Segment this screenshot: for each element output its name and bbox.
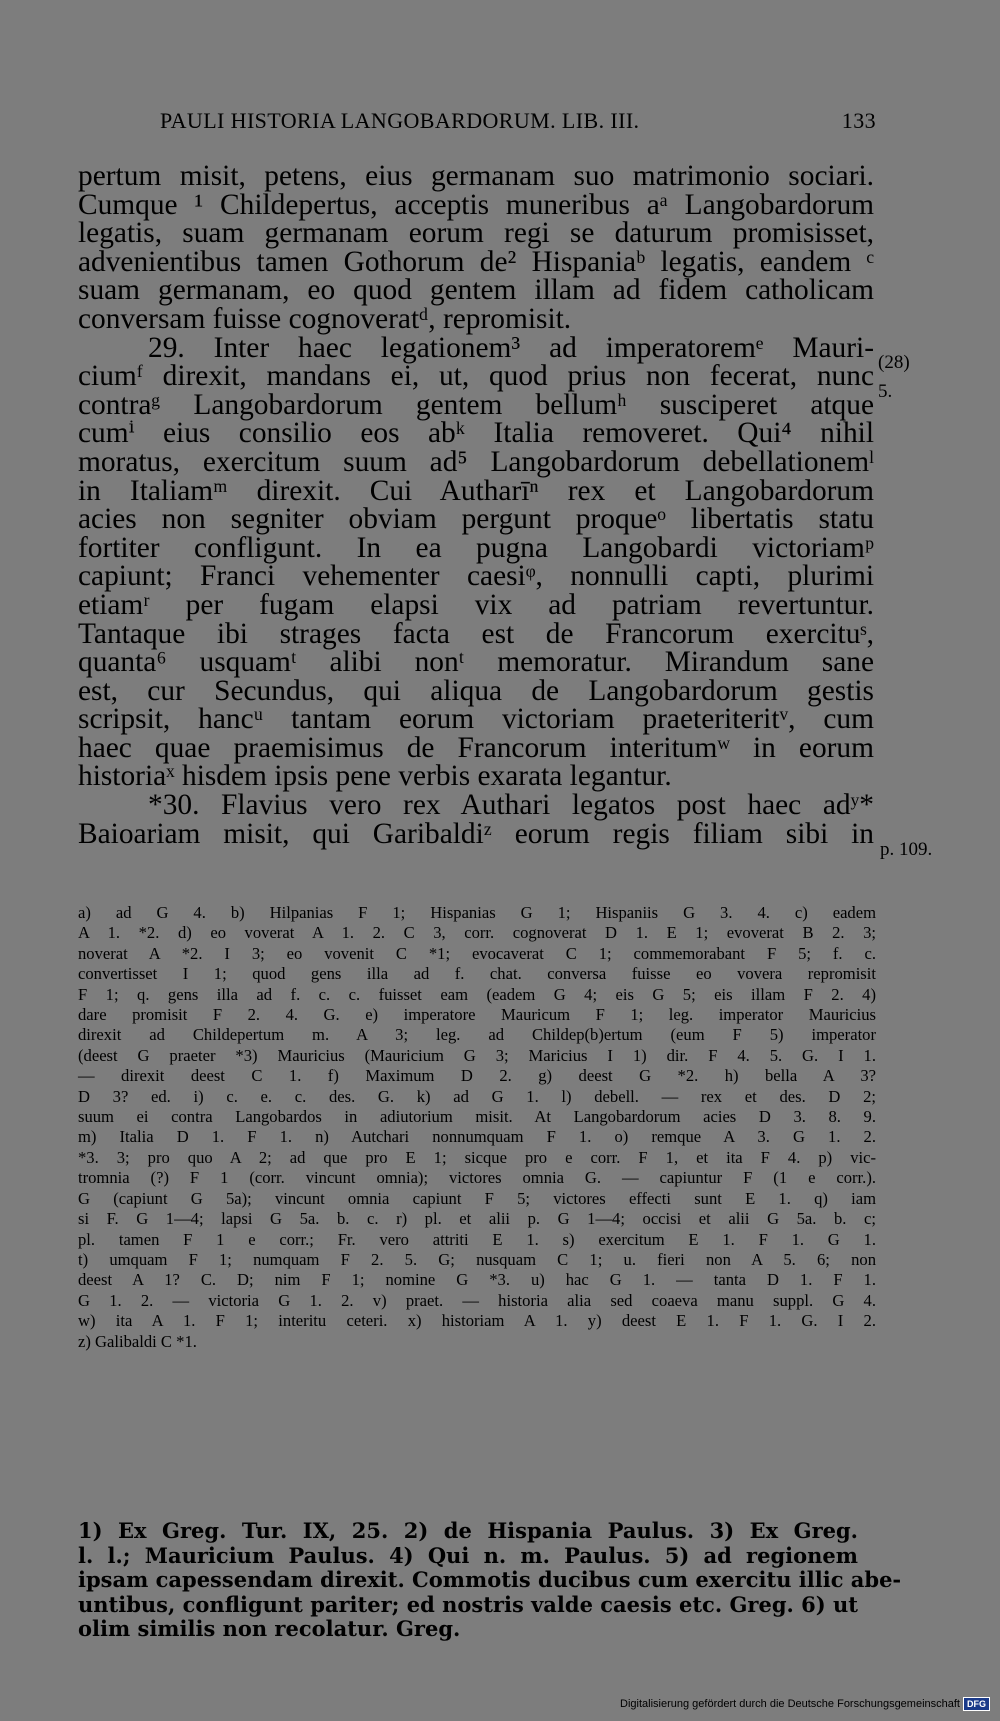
text-line: conversam fuisse cognoveratᵈ, repromisit. [78,302,572,335]
text-line: 29. Inter haec legationem³ ad imperatoremᵉ Mauri- [148,331,874,364]
text-line: in Italiamᵐ direxit. Cui Autharīⁿ rex et Langobardorum [78,474,874,507]
footnote-line: w) ita A 1. F 1; interitu ceteri. x) historiam A 1. y) deest E 1. F 1. G. I 2. [78,1311,876,1331]
footnote-line: a) ad G 4. b) Hilpanias F 1; Hispanias G 1; Hispaniis G 3. 4. c) eadem [78,903,876,922]
source-line: ipsam capessendam direxit. Commotis ducibus cum exercitu illic abe- [78,1567,902,1593]
text-line: capiunt; Franci vehementer caesiᵠ, nonnulli capti, plurimi [78,560,874,593]
critical-apparatus [78,903,876,1352]
text-line: Baioariam misit, qui Garibaldiᶻ eorum regis filiam sibi in [78,817,874,850]
text-line: quanta⁶ usquamᵗ alibi nonᵗ memoratur. Mirandum sane [78,646,874,679]
text-line: *30. Flavius vero rex Authari legatos post haec adʸ* [148,789,874,822]
footnote-line: G (capiunt G 5a); vincunt omnia capiunt F 5; victores effecti sunt E 1. q) iam [78,1188,876,1208]
margin-chapter-ref: (28) [878,352,910,373]
text-line: advenientibus tamen Gothorum de² Hispaniaᵇ legatis, eandem ᶜ [78,245,874,278]
margin-page-ref: p. 109. [880,839,933,860]
footnote-line: m) Italia D 1. F 1. n) Autchari nonnumquam F 1. o) remque A 3. G 1. 2. [78,1127,876,1147]
footnote-line: direxit ad Childepertum m. A 3; leg. ad Childep(b)ertum (eum F 5) imperator [78,1025,876,1045]
text-line: legatis, suam germanam eorum regi se daturum promisisset, [78,217,874,250]
page-number: 133 [841,108,876,133]
source-line: olim similis non recolatur. Greg. [78,1616,461,1642]
text-line: pertum misit, petens, eius germanam suo matrimonio sociari. [78,160,874,192]
footnote-line: pl. tamen F 1 e corr.; Fr. vero attriti E 1. s) exercitum E 1. F 1. G 1. [78,1229,876,1249]
footnote-line: noverat A *2. I 3; eo vovenit C *1; evocaverat C 1; commemorabant F 5; f. c. [78,943,876,963]
footnote-line: suum ei contra Langobardos in adiutorium misit. At Langobardorum acies D 3. 8. 9. [78,1107,876,1127]
text-line: suam germanam, eo quod gentem illam ad fidem catholicam [78,274,874,307]
footnote-line: F 1; q. gens illa ad f. c. c. fuisset eam (eadem G 4; eis G 5; eis illam F 2. 4) [78,984,876,1004]
footnote-line: *3. 3; pro quo A 2; ad que pro E 1; sicque pro e corr. F 1, et ita F 4. p) vic- [78,1147,876,1167]
text-line: scripsit, hancᵘ tantam eorum victoriam praeteriteritᵛ, cum [78,703,874,736]
running-title: PAULI HISTORIA LANGOBARDORUM. LIB. III. [160,108,640,133]
margin-line-ref: 5. [878,381,893,402]
main-text [78,162,874,848]
footnote-line: si F. G 1—4; lapsi G 5a. b. c. r) pl. et alii p. G 1—4; occisi et alii G 5a. b. c; [78,1209,876,1229]
text-line: historiaˣ hisdem ipsis pene verbis exarata legantur. [78,760,672,793]
text-line: ciumᶠ direxit, mandans ei, ut, quod prius non fecerat, nunc [78,360,874,393]
text-line: contraᵍ Langobardorum gentem bellumʰ susciperet atque [78,388,874,421]
dfg-logo-icon: DFG [963,1697,990,1711]
text-line: Cumque ¹ Childepertus, acceptis muneribus aᵃ Langobardorum [78,188,874,221]
text-line: haec quae praemisimus de Francorum interitumʷ in eorum [78,731,874,764]
footnote-line: dare promisit F 2. 4. G. e) imperatore Mauricum F 1; leg. imperator Mauricius [78,1005,876,1025]
text-line: etiamʳ per fugam elapsi vix ad patriam revertuntur. [78,588,874,621]
text-line: Tantaque ibi strages facta est de Francorum exercituˢ, [78,617,874,650]
text-line: moratus, exercitum suum ad⁵ Langobardorum debellationemˡ [78,445,874,478]
text-line: acies non segniter obviam pergunt proqueᵒ libertatis statu [78,503,874,536]
source-line: untibus, confligunt pariter; ed nostris valde caesis etc. Greg. 6) ut [78,1591,858,1617]
text-line: est, cur Secundus, qui aliqua de Langobardorum gestis [78,674,874,707]
footnote-line: t) umquam F 1; numquam F 2. 5. G; nusquam C 1; u. fieri non A 5. 6; non [78,1249,876,1269]
digitization-note: Digitalisierung gefördert durch die Deutsche Forschungsgemeinschaft [620,1698,960,1710]
source-line: 1) Ex Greg. Tur. IX, 25. 2) de Hispania Paulus. 3) Ex Greg. [78,1518,858,1543]
running-header [160,108,876,134]
footnote-line: — direxit deest C 1. f) Maximum D 2. g) deest G *2. h) bella A 3? [78,1066,876,1086]
footnote-line: z) Galibaldi C *1. [78,1331,197,1351]
text-line: fortiter confligunt. In ea pugna Langobardi victoriamᵖ [78,531,874,564]
footnote-line: A 1. *2. d) eo voverat A 1. 2. C 3, corr. cognoverat D 1. E 1; evoverat B 2. 3; [78,923,876,943]
footnote-line: deest A 1? C. D; nim F 1; nomine G *3. u) hac G 1. — tanta D 1. F 1. [78,1270,876,1290]
digitization-footer [620,1697,990,1711]
footnote-line: G 1. 2. — victoria G 1. 2. v) praet. — historia alia sed coaeva manu suppl. G 4. [78,1290,876,1310]
source-line: l. l.; Mauricium Paulus. 4) Qui n. m. Paulus. 5) ad regionem [78,1542,858,1568]
footnote-line: D 3? ed. i) c. e. c. des. G. k) ad G 1. l) debell. — rex et des. D 2; [78,1086,876,1106]
footnote-line: convertisset I 1; quod gens illa ad f. chat. conversa fuisse eo vovera repromisit [78,964,876,984]
footnote-line: tromnia (?) F 1 (corr. vincunt omnia); victores omnia G. — capiuntur F (1 e corr.). [78,1168,876,1188]
source-notes [78,1518,902,1642]
text-line: cumⁱ eius consilio eos abᵏ Italia removeret. Qui⁴ nihil [78,417,874,450]
footnote-line: (deest G praeter *3) Mauricius (Mauricium G 3; Maricius I 1) dir. F 4. 5. G. I 1. [78,1045,876,1065]
